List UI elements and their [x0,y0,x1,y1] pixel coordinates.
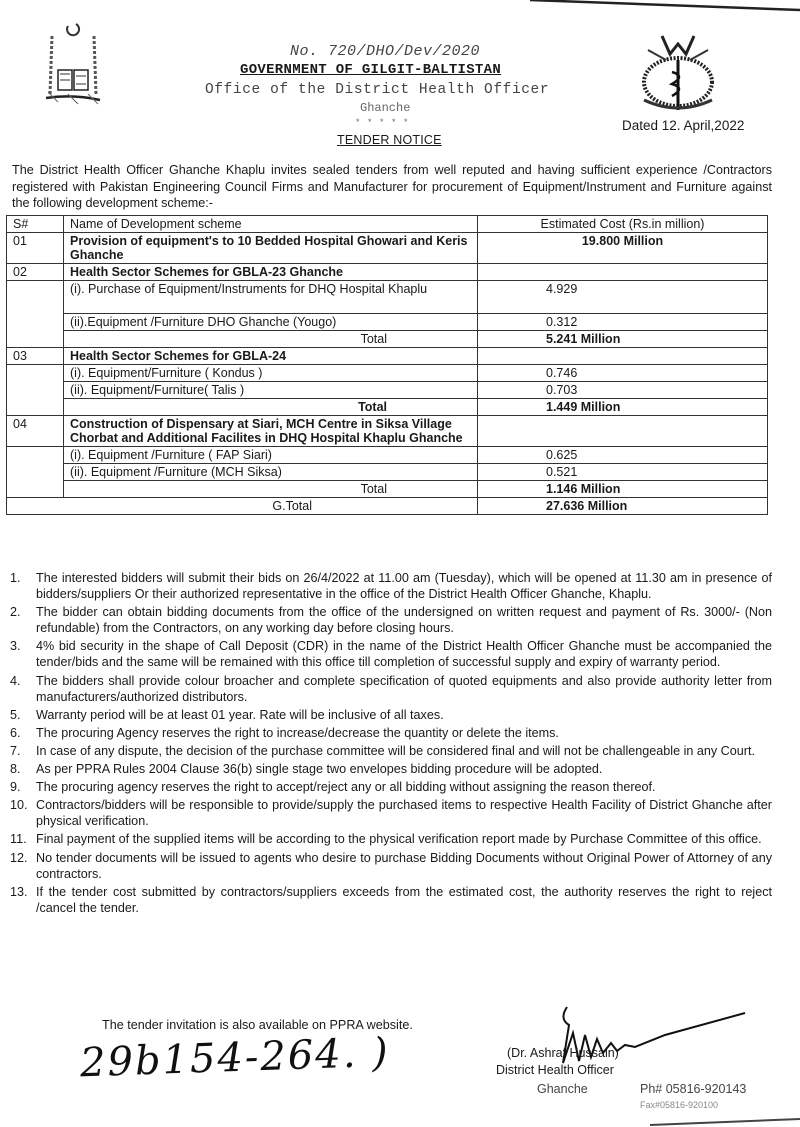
list-item [10,743,772,759]
item-text: Final payment of the supplied items will be according to the physical verification report made by Purchase Committee of this office. [36,832,762,847]
table-header-row [7,216,768,233]
row-cost: 0.703 [478,382,768,399]
list-item [10,831,772,847]
table-row [7,464,768,481]
table-row [7,382,768,399]
scan-edge-line [520,0,800,12]
row-sn: 01 [7,233,64,264]
list-item [10,850,772,882]
row-name: (i). Equipment/Furniture ( Kondus ) [64,365,478,382]
row-sn: 03 [7,348,64,365]
gilgit-baltistan-emblem-icon [38,14,108,112]
item-number: 3. [10,639,21,654]
item-text: The procuring Agency reserves the right to increase/decrease the quantity or delete the items. [36,725,559,740]
item-text: If the tender cost submitted by contractors/suppliers exceeds from the estimated cost, the authority reserves the right to reject /cancel the tender. [36,884,772,915]
item-text: The bidders shall provide colour broacher and complete specification of quoted equipments and also provide authority letter from manufacturers/authorized distributors. [36,673,772,704]
row-total-value: 1.146 Million [478,481,768,498]
row-sn [7,314,64,331]
item-text: The bidder can obtain bidding documents from the office of the undersigned on written request and payment of Rs. 3000/- (Non refundable) from the Contractors, on any working day before closing hours. [36,605,772,636]
row-sn [7,382,64,399]
row-name: Construction of Dispensary at Siari, MCH Centre in Siksa Village Chorbat and Additional Facilites in DHQ Hospital Khaplu Ghanche [64,416,478,447]
row-name: (ii).Equipment /Furniture DHO Ghanche (Yougo) [64,314,478,331]
item-number: 12. [10,850,28,865]
row-cost [478,348,768,365]
row-cost: 0.746 [478,365,768,382]
list-item [10,779,772,795]
signatory-phone: Ph# 05816-920143 [640,1082,747,1096]
row-sn [7,281,64,314]
row-total-label: Total [64,331,478,348]
item-text: The interested bidders will submit their bids on 26/4/2022 at 11.00 am (Tuesday), which will be opened at 11.30 am in presence of bidders/suppliers Or their authorized representative in the office of the District Health Officer Ghanche, Khaplu. [36,571,772,602]
table-row [7,481,768,498]
list-item [10,638,772,670]
row-cost: 0.312 [478,314,768,331]
item-number: 7. [10,743,21,758]
row-total-value: 5.241 Million [478,331,768,348]
table-row [7,365,768,382]
scan-edge-line [650,1117,800,1127]
ppra-note: The tender invitation is also available on PPRA website. [102,1018,413,1032]
row-name: (ii). Equipment /Furniture (MCH Siksa) [64,464,478,481]
item-text: Contractors/bidders will be responsible to provide/supply the purchased items to respective Health Facility of District Ghanche after physical verification. [36,798,772,829]
list-item [10,884,772,916]
document-title: TENDER NOTICE [337,133,442,147]
table-row [7,416,768,447]
separator-stars: * * * * * [356,117,411,127]
row-cost: 0.521 [478,464,768,481]
row-cost [478,416,768,447]
row-sn [7,331,64,348]
item-number: 9. [10,780,21,795]
table-row [7,399,768,416]
row-name: Provision of equipment's to 10 Bedded Hospital Ghowari and Keris Ghanche [64,233,478,264]
district-heading: Ghanche [360,101,411,115]
item-text: No tender documents will be issued to agents who desire to purchase Bidding Documents without Original Power of Attorney of any contractors. [36,850,772,881]
item-number: 11. [10,832,27,847]
item-number: 13. [10,884,28,899]
table-row [7,233,768,264]
grand-total-row [7,498,768,515]
item-number: 1. [10,571,21,585]
col-header-cost: Estimated Cost (Rs.in million) [478,216,768,233]
col-header-sn: S# [7,216,64,233]
table-row [7,264,768,281]
row-sn [7,464,64,481]
row-sn [7,447,64,464]
table-row [7,314,768,331]
list-item [10,604,772,636]
row-total-label: Total [64,399,478,416]
table-row [7,331,768,348]
row-total-value: 1.449 Million [478,399,768,416]
table-row [7,447,768,464]
col-header-name: Name of Development scheme [64,216,478,233]
signatory-title: District Health Officer [496,1063,614,1077]
item-text: Warranty period will be at least 01 year. Rate will be inclusive of all taxes. [36,707,444,722]
terms-list [10,570,772,918]
handwritten-note: 29b154-264. ) [79,1029,391,1087]
table-row [7,281,768,314]
item-number: 4. [10,673,21,688]
row-cost: 19.800 Million [478,233,768,264]
signatory-place: Ghanche [537,1082,588,1096]
signatory-fax: Fax#05816-920100 [640,1100,719,1110]
date-label: Dated 12. April,2022 [622,118,745,133]
list-item [10,707,772,723]
row-cost [478,264,768,281]
item-number: 2. [10,605,21,620]
item-number: 5. [10,707,21,722]
row-cost: 4.929 [478,281,768,314]
schemes-table [6,215,768,515]
item-text: In case of any dispute, the decision of the purchase committee will be considered final and will not be challengeable in any Court. [36,743,755,758]
list-item [10,797,772,829]
row-sn: 04 [7,416,64,447]
row-cost: 0.625 [478,447,768,464]
government-heading: GOVERNMENT OF GILGIT-BALTISTAN [240,62,502,78]
grand-total-value: 27.636 Million [478,498,768,515]
row-total-label: Total [64,481,478,498]
item-text: The procuring agency reserves the right to accept/reject any or all bidding without assigning the reason thereof. [36,780,656,795]
list-item [10,570,772,602]
row-sn [7,399,64,416]
health-department-emblem-icon [632,30,724,118]
reference-number: No. 720/DHO/Dev/2020 [290,43,481,60]
row-name: Health Sector Schemes for GBLA-23 Ghanche [64,264,478,281]
row-name: (ii). Equipment/Furniture( Talis ) [64,382,478,399]
item-number: 10. [10,798,28,813]
row-name: (i). Equipment /Furniture ( FAP Siari) [64,447,478,464]
row-sn [7,365,64,382]
list-item [10,725,772,741]
item-number: 6. [10,725,21,740]
item-number: 8. [10,762,21,777]
item-text: As per PPRA Rules 2004 Clause 36(b) single stage two envelopes bidding procedure will be adopted. [36,762,603,777]
signatory-name: (Dr. Ashraf Hussain) [507,1046,619,1060]
list-item [10,761,772,777]
row-name: (i). Purchase of Equipment/Instruments for DHQ Hospital Khaplu [64,281,478,314]
intro-paragraph: The District Health Officer Ghanche Khaplu invites sealed tenders from well reputed and having sufficient experience /Contractors registered with Pakistan Engineering Council Firms and Manufacturer for procurement of Equipment/Instrument and Furniture against the following development scheme:- [12,163,772,210]
list-item [10,673,772,705]
row-name: Health Sector Schemes for GBLA-24 [64,348,478,365]
table-row [7,348,768,365]
row-sn: 02 [7,264,64,281]
row-sn [7,481,64,498]
item-text: 4% bid security in the shape of Call Deposit (CDR) in the name of the District Health Officer Ghanche must be accompanied the tender/bids and the same will be remained with this office till completion of successful supply and expiry of warranty period. [36,639,772,670]
office-heading: Office of the District Health Officer [205,82,550,98]
grand-total-label: G.Total [7,498,478,515]
